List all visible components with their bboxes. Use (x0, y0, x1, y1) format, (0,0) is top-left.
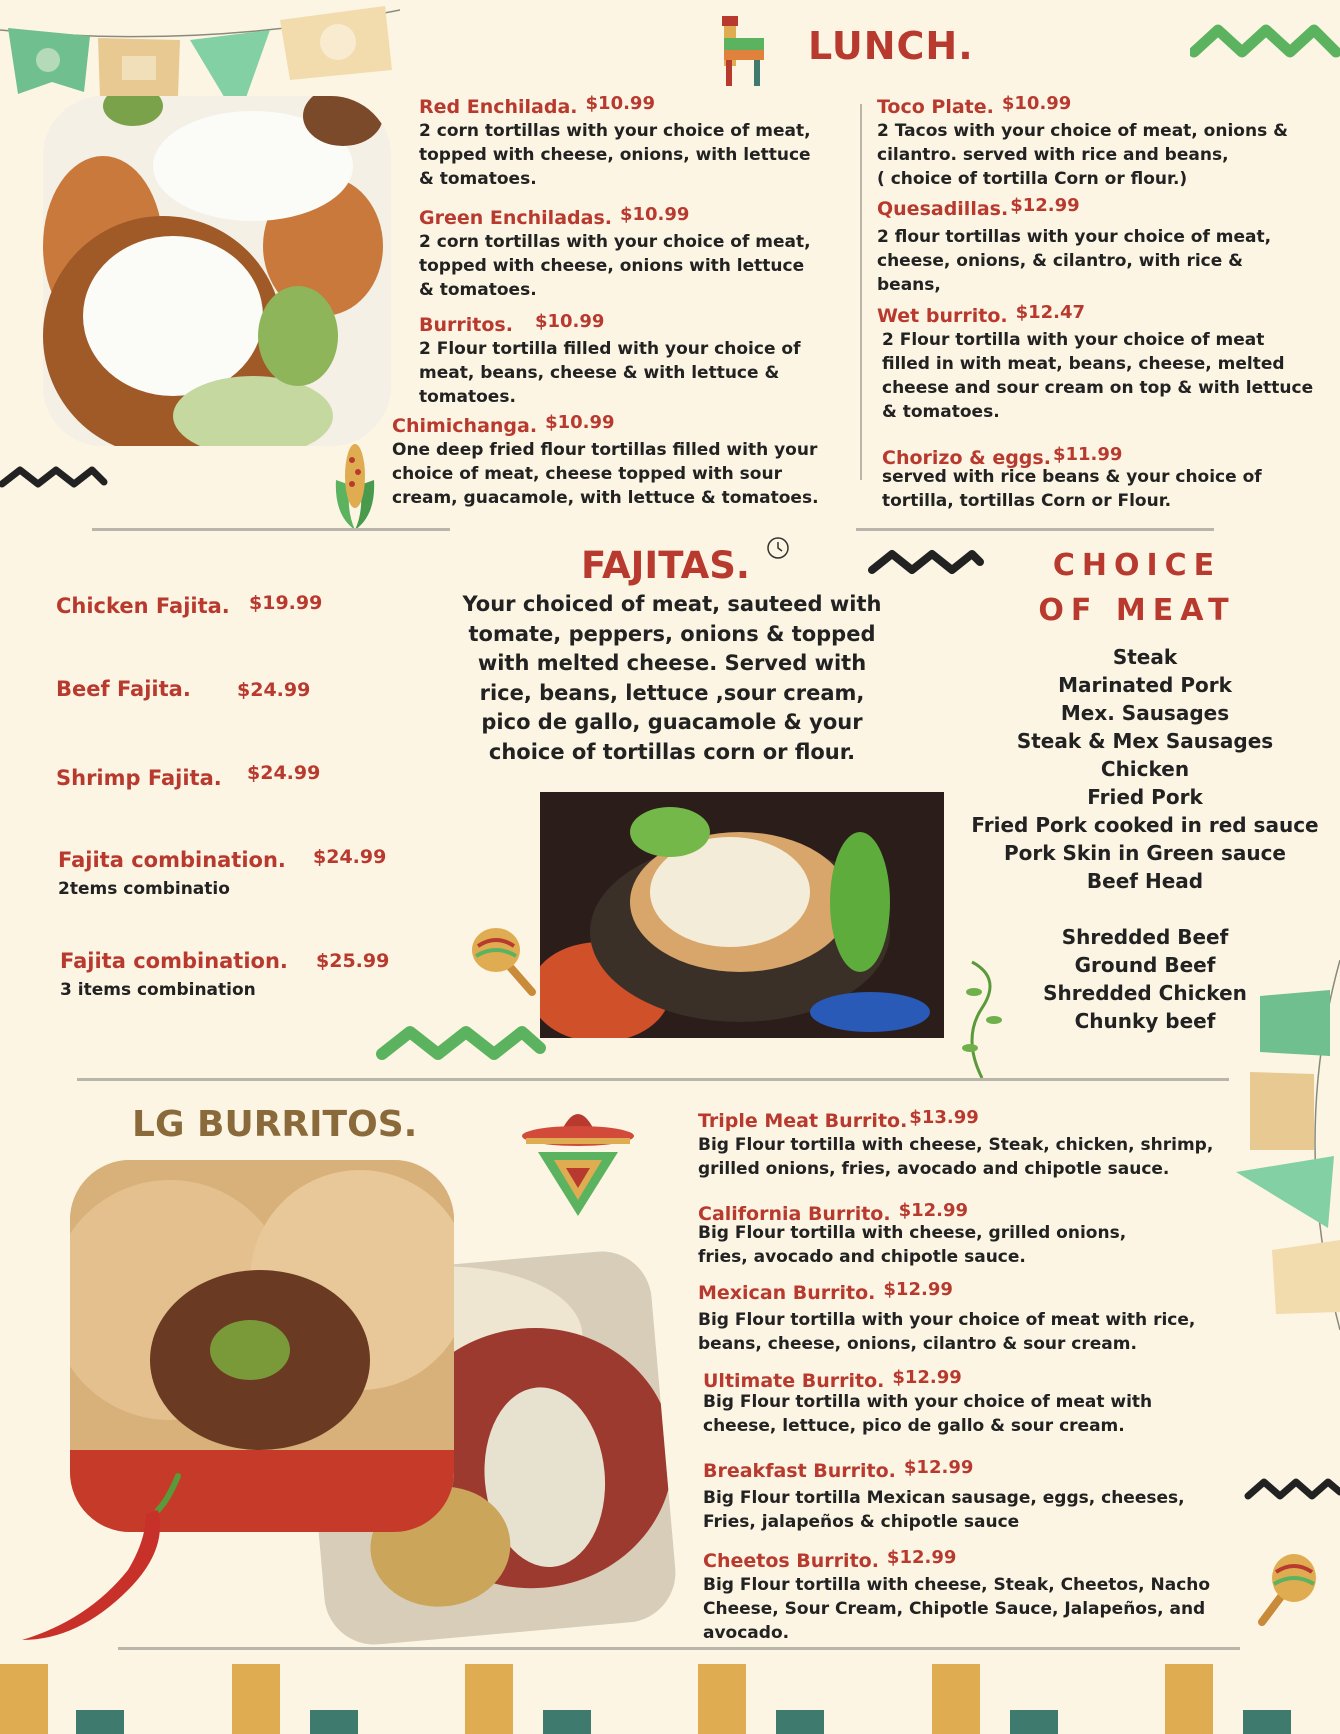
lunch-item (419, 311, 800, 409)
fajita-item-name: Beef Fajita. (56, 677, 191, 701)
zigzag-decoration (1190, 22, 1340, 62)
fajita-item-name: Chicken Fajita. (56, 594, 230, 618)
item-price: $10.99 (545, 412, 615, 433)
item-name: Chorizo & eggs. (882, 447, 1051, 469)
meat-option: Steak & Mex Sausages (1016, 729, 1274, 753)
item-description: 2 flour tortillas with your choice of meat, cheese, onions, & cilantro, with rice & beans, (877, 227, 1272, 295)
fajitas-title: FAJITAS. (581, 544, 750, 587)
corn-icon (330, 440, 380, 532)
fajita-item-subtitle: 3 items combination (60, 980, 256, 1000)
item-description: 2 Flour tortilla with your choice of meat filled in with meat, beans, cheese, melted cheese and sour cream on top & with lettuce & tomatoes. (882, 330, 1314, 422)
fajita-item-price: $25.99 (316, 950, 390, 972)
meat-option: Chicken (1100, 757, 1190, 781)
papel-picado-banner (0, 0, 400, 110)
fajita-item-price: $24.99 (237, 679, 311, 701)
burrito-item (703, 1457, 1185, 1534)
maraca-icon (470, 920, 540, 1000)
meat-option: Shredded Beef (1061, 925, 1229, 949)
item-name: Green Enchiladas. (419, 207, 612, 229)
lunch-photo (43, 96, 391, 446)
item-price: $11.99 (1052, 444, 1123, 465)
lunch-item (877, 195, 1271, 297)
item-name: Mexican Burrito. (698, 1282, 876, 1304)
item-description: 2 Flour tortilla filled with your choice of meat, beans, cheese & with lettuce & tomatoes. (419, 339, 801, 407)
zigzag-decoration (376, 1022, 548, 1064)
section-divider (856, 528, 1214, 531)
lunch-item (392, 412, 819, 510)
zigzag-decoration (868, 546, 984, 578)
choice-of-meat-title (1030, 548, 1244, 628)
item-price: $10.99 (585, 93, 655, 114)
fajita-item-price: $24.99 (313, 846, 387, 868)
lunch-title: LUNCH. (808, 24, 974, 68)
section-divider (77, 1078, 1229, 1081)
item-name: Chimichanga. (392, 415, 538, 437)
sombrero-icon (520, 1094, 636, 1218)
zigzag-decoration (0, 462, 110, 492)
choice-title-line1: CHOICE (1052, 548, 1222, 583)
section-divider (118, 1647, 1240, 1650)
column-divider (860, 104, 862, 480)
fajita-item-name: Fajita combination. (58, 848, 286, 872)
item-price: $12.99 (903, 1457, 974, 1478)
item-price: $12.99 (1010, 195, 1080, 216)
item-price: $13.99 (909, 1107, 979, 1128)
fajitas-description: Your choiced of meat, sauteed with tomate, peppers, onions & topped with melted cheese. Served with rice, beans, lettuce ,sour cream, pico de gallo, guacamole & your choice of tortillas corn or flour. (462, 592, 882, 764)
item-name: California Burrito. (698, 1203, 891, 1225)
item-name: Wet burrito. (877, 305, 1008, 327)
item-description: Big Flour tortilla with cheese, grilled onions, fries, avocado and chipotle sauce. (698, 1223, 1127, 1267)
item-name: Triple Meat Burrito. (698, 1110, 908, 1132)
meat-option: Ground Beef (1074, 953, 1216, 977)
meat-option: Steak (1112, 645, 1178, 669)
bottom-bar-decoration (0, 1660, 1340, 1734)
burrito-item (703, 1367, 1152, 1438)
item-description: served with rice beans & your choice of tortilla, tortillas Corn or Flour. (882, 467, 1262, 511)
item-description: Big Flour tortilla Mexican sausage, eggs, cheeses, Fries, jalapeños & chipotle sauce (703, 1488, 1185, 1532)
item-name: Burritos. (419, 314, 513, 336)
item-price: $10.99 (534, 311, 605, 332)
item-name: Breakfast Burrito. (703, 1460, 896, 1482)
meat-option: Chunky beef (1074, 1009, 1216, 1033)
lunch-item (877, 302, 1313, 424)
fajitas-photo (540, 792, 944, 1038)
item-description: 2 Tacos with your choice of meat, onions & cilantro. served with rice and beans, ( choice of tortilla Corn or flour.) (877, 121, 1288, 189)
papel-picado-banner (1230, 960, 1340, 1330)
burrito-item (698, 1200, 1126, 1269)
item-name: Red Enchilada. (419, 96, 578, 118)
item-price: $10.99 (619, 204, 690, 225)
fajita-item-price: $24.99 (247, 762, 321, 784)
section-divider (92, 528, 450, 531)
pinata-icon (714, 12, 774, 92)
item-description: Big Flour tortilla with cheese, Steak, chicken, shrimp, grilled onions, fries, avocado and chipotle sauce. (698, 1135, 1214, 1179)
lunch-item (882, 444, 1262, 513)
fajita-item-name: Fajita combination. (60, 949, 288, 973)
meat-option: Fried Pork (1087, 785, 1203, 809)
burrito-item (698, 1279, 1195, 1356)
item-price: $12.99 (892, 1367, 962, 1388)
lg-burritos-title: LG BURRITOS. (132, 1104, 418, 1145)
item-name: Ultimate Burrito. (703, 1370, 885, 1392)
item-price: $12.99 (898, 1200, 969, 1221)
meat-option: Mex. Sausages (1060, 701, 1230, 725)
item-description: 2 corn tortillas with your choice of meat, topped with cheese, onions with lettuce & tomatoes. (419, 232, 811, 300)
item-description: One deep fried flour tortillas filled with your choice of meat, cheese topped with sour cream, guacamole, with lettuce & tomatoes. (392, 440, 819, 508)
item-description: Big Flour tortilla with cheese, Steak, Cheetos, Nacho Cheese, Sour Cream, Chipotle Sauce, Jalapeños, and avocado. (703, 1575, 1211, 1643)
maraca-icon (1254, 1548, 1320, 1628)
item-description: Big Flour tortilla with your choice of meat with rice, beans, cheese, onions, cilantro & sour cream. (698, 1310, 1196, 1354)
item-name: Quesadillas. (877, 198, 1009, 220)
burrito-item (698, 1107, 1213, 1181)
meat-option: Shredded Chicken (1043, 981, 1247, 1005)
item-description: Big Flour tortilla with your choice of meat with cheese, lettuce, pico de gallo & sour cream. (703, 1392, 1153, 1436)
item-description: 2 corn tortillas with your choice of meat, topped with cheese, onions, with lettuce & tomatoes. (419, 121, 811, 189)
meat-option: Beef Head (1086, 869, 1204, 893)
zigzag-decoration (1244, 1474, 1340, 1504)
lunch-item (877, 93, 1288, 191)
lunch-item (419, 204, 811, 302)
item-name: Cheetos Burrito. (703, 1550, 879, 1572)
item-name: Toco Plate. (877, 96, 994, 118)
item-price: $12.99 (886, 1547, 957, 1568)
fajita-item-name: Shrimp Fajita. (56, 766, 222, 790)
meat-option: Pork Skin in Green sauce (1003, 841, 1286, 865)
lunch-item (419, 93, 811, 191)
burrito-item (703, 1547, 1210, 1645)
item-price: $10.99 (1001, 93, 1072, 114)
item-price: $12.99 (883, 1279, 953, 1300)
meat-option: Fried Pork cooked in red sauce (971, 813, 1319, 837)
clock-icon (766, 536, 790, 560)
meat-option: Marinated Pork (1058, 673, 1232, 697)
chili-pepper-icon (18, 1470, 188, 1650)
item-price: $12.47 (1015, 302, 1086, 323)
fajita-item-price: $19.99 (249, 592, 323, 614)
fajita-item-subtitle: 2tems combinatio (58, 879, 230, 899)
choice-title-line2: OF MEAT (1038, 593, 1236, 628)
